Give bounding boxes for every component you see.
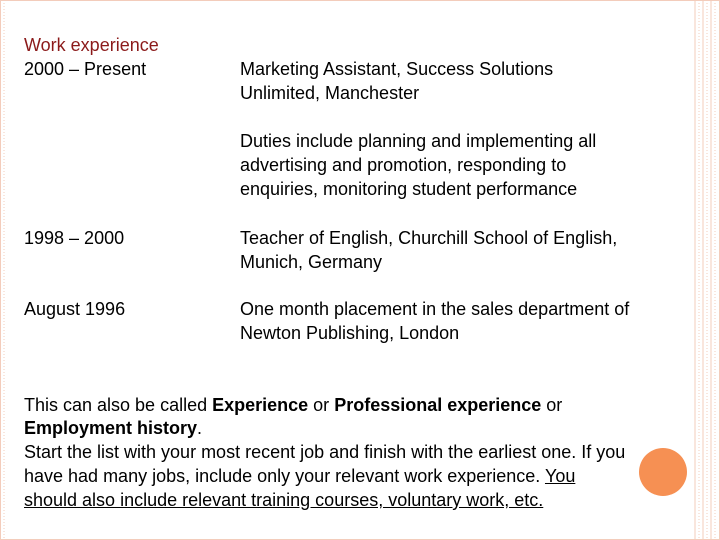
entry-line: Marketing Assistant, Success Solutions <box>240 59 554 79</box>
entry-line: Newton Publishing, London <box>240 323 460 343</box>
note-underlined-text: You <box>544 466 576 486</box>
section-heading: Work experience <box>24 35 159 55</box>
entry-line: Unlimited, Manchester <box>240 83 420 103</box>
entry-line: One month placement in the sales department of <box>240 299 630 319</box>
entry-date: August 1996 <box>24 299 126 319</box>
note-line <box>24 464 575 488</box>
note-line <box>24 440 625 464</box>
note-line <box>24 393 562 417</box>
entry-line: Teacher of English, Churchill School of English, <box>240 228 618 248</box>
note-text: or <box>541 395 563 415</box>
note-text: This can also be called <box>24 395 213 415</box>
entry-line: advertising and promotion, responding to <box>240 155 567 175</box>
entry-date: 2000 – Present <box>24 59 147 79</box>
note-text: have had many jobs, include only your relevant work experience. <box>24 466 545 486</box>
accent-circle <box>639 448 687 496</box>
entry-line: Duties include planning and implementing all <box>240 131 597 151</box>
entry-line: enquiries, monitoring student performance <box>240 179 578 199</box>
entry-date: 1998 – 2000 <box>24 228 125 248</box>
note-text: or <box>308 395 335 415</box>
note-text: Start the list with your most recent job and finish with the earliest one. If you <box>24 442 626 462</box>
note-term: Experience <box>212 395 309 415</box>
note-term: Employment history <box>24 418 198 438</box>
note-term: Professional experience <box>334 395 542 415</box>
note-underlined-text: should also include relevant training courses, voluntary work, etc. <box>24 490 544 510</box>
note-line <box>24 416 202 440</box>
entry-line: Munich, Germany <box>240 252 383 272</box>
note-line <box>24 488 543 512</box>
note-text: . <box>197 418 203 438</box>
